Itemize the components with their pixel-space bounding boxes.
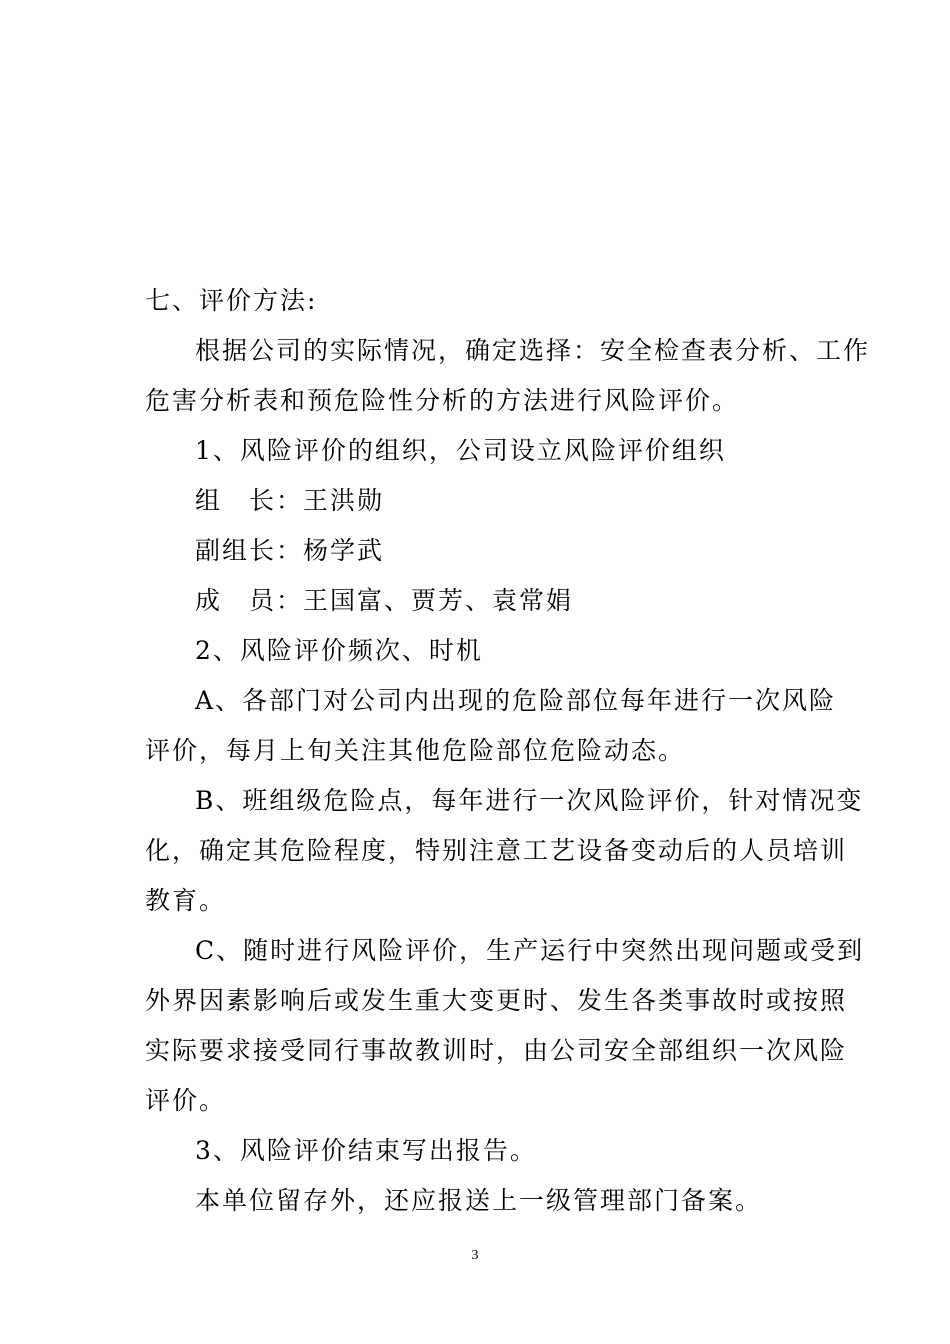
item2-a-line-1: A、各部门对公司内出现的危险部位每年进行一次风险 <box>195 686 837 715</box>
item2-c-line-1: C、随时进行风险评价，生产运行中突然出现问题或受到 <box>195 936 865 965</box>
document-body <box>145 276 871 1226</box>
item2-b-line-3: 教育。 <box>145 886 227 915</box>
item1-members: 成 员：王国富、贾芳、袁常娟 <box>195 586 574 615</box>
intro-line-2: 危害分析表和预危险性分析的方法进行风险评价。 <box>145 386 740 415</box>
item2-b-line-2: 化，确定其危险程度，特别注意工艺设备变动后的人员培训 <box>145 836 848 865</box>
intro-line-1: 根据公司的实际情况，确定选择：安全检查表分析、工作 <box>195 336 871 365</box>
item2-c-line-4: 评价。 <box>145 1086 227 1115</box>
section-heading: 七、评价方法: <box>145 286 318 315</box>
item2-b-line-1: B、班组级危险点，每年进行一次风险评价，针对情况变 <box>195 786 864 815</box>
item2-a-line-2: 评价，每月上旬关注其他危险部位危险动态。 <box>145 736 686 765</box>
item1-leader: 组 长：王洪勋 <box>195 486 385 515</box>
item2-c-line-2: 外界因素影响后或发生重大变更时、发生各类事故时或按照 <box>145 986 848 1015</box>
page-number: 3 <box>471 1248 479 1263</box>
item2-title: 2、风险评价频次、时机 <box>195 636 483 665</box>
item2-c-line-3: 实际要求接受同行事故教训时，由公司安全部组织一次风险 <box>145 1036 848 1065</box>
item1-title: 1、风险评价的组织，公司设立风险评价组织 <box>195 436 726 465</box>
item3-title: 3、风险评价结束写出报告。 <box>195 1136 537 1165</box>
item3-note: 本单位留存外，还应报送上一级管理部门备案。 <box>195 1186 763 1215</box>
item1-deputy: 副组长：杨学武 <box>195 536 385 565</box>
